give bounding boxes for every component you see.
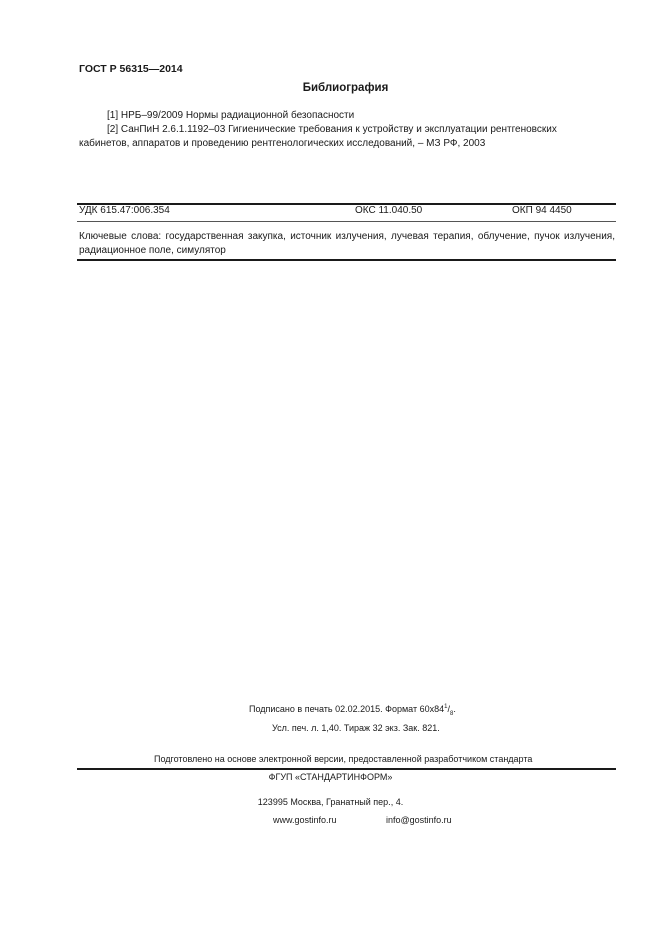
bibliography-title: Библиография xyxy=(302,82,389,94)
imprint-rule xyxy=(77,768,616,770)
format-suffix: . xyxy=(453,704,456,714)
format-numerator: 1 xyxy=(444,704,448,710)
oks-code: ОКС 11.040.50 xyxy=(355,205,423,216)
website-link[interactable]: www.gostinfo.ru xyxy=(273,815,337,825)
prepared-by: Подготовлено на основе электронной версии, предоставленной разработчиком стандарта xyxy=(154,754,533,764)
publisher-address: 123995 Москва, Гранатный пер., 4. xyxy=(257,797,404,807)
classification-bottom-rule xyxy=(77,221,616,222)
bibliography-item-2: [2] СанПиН 2.6.1.1192–03 Гигиенические требования к устройству и эксплуатации рентгеновских xyxy=(107,124,557,135)
print-info: Усл. печ. л. 1,40. Тираж 32 экз. Зак. 821. xyxy=(272,723,440,733)
email-link[interactable]: info@gostinfo.ru xyxy=(386,815,452,825)
signed-for-print: Подписано в печать 02.02.2015. Формат $60x84^1/_8$. xyxy=(249,704,456,717)
keywords: Ключевые слова: государственная закупка, источник излучения, лучевая терапия, облучение, пучок излучения, радиационное поле, симулятор xyxy=(79,231,615,256)
udk-code: УДК 615.47:006.354 xyxy=(79,205,170,216)
bibliography-item-1: [1] НРБ–99/2009 Нормы радиационной безопасности xyxy=(107,110,355,121)
publisher-name: ФГУП «СТАНДАРТИНФОРМ» xyxy=(268,772,393,782)
document-code: ГОСТ Р 56315—2014 xyxy=(79,63,183,75)
signed-text: Подписано в печать 02.02.2015. Формат 60x84 xyxy=(249,704,445,714)
bibliography-item-2-continuation: кабинетов, аппаратов и проведению рентгенологических исследований, – МЗ РФ, 2003 xyxy=(79,138,486,149)
format-denominator: 8 xyxy=(449,710,454,717)
keywords-bottom-rule xyxy=(77,259,616,261)
okp-code: ОКП 94 4450 xyxy=(512,205,572,216)
